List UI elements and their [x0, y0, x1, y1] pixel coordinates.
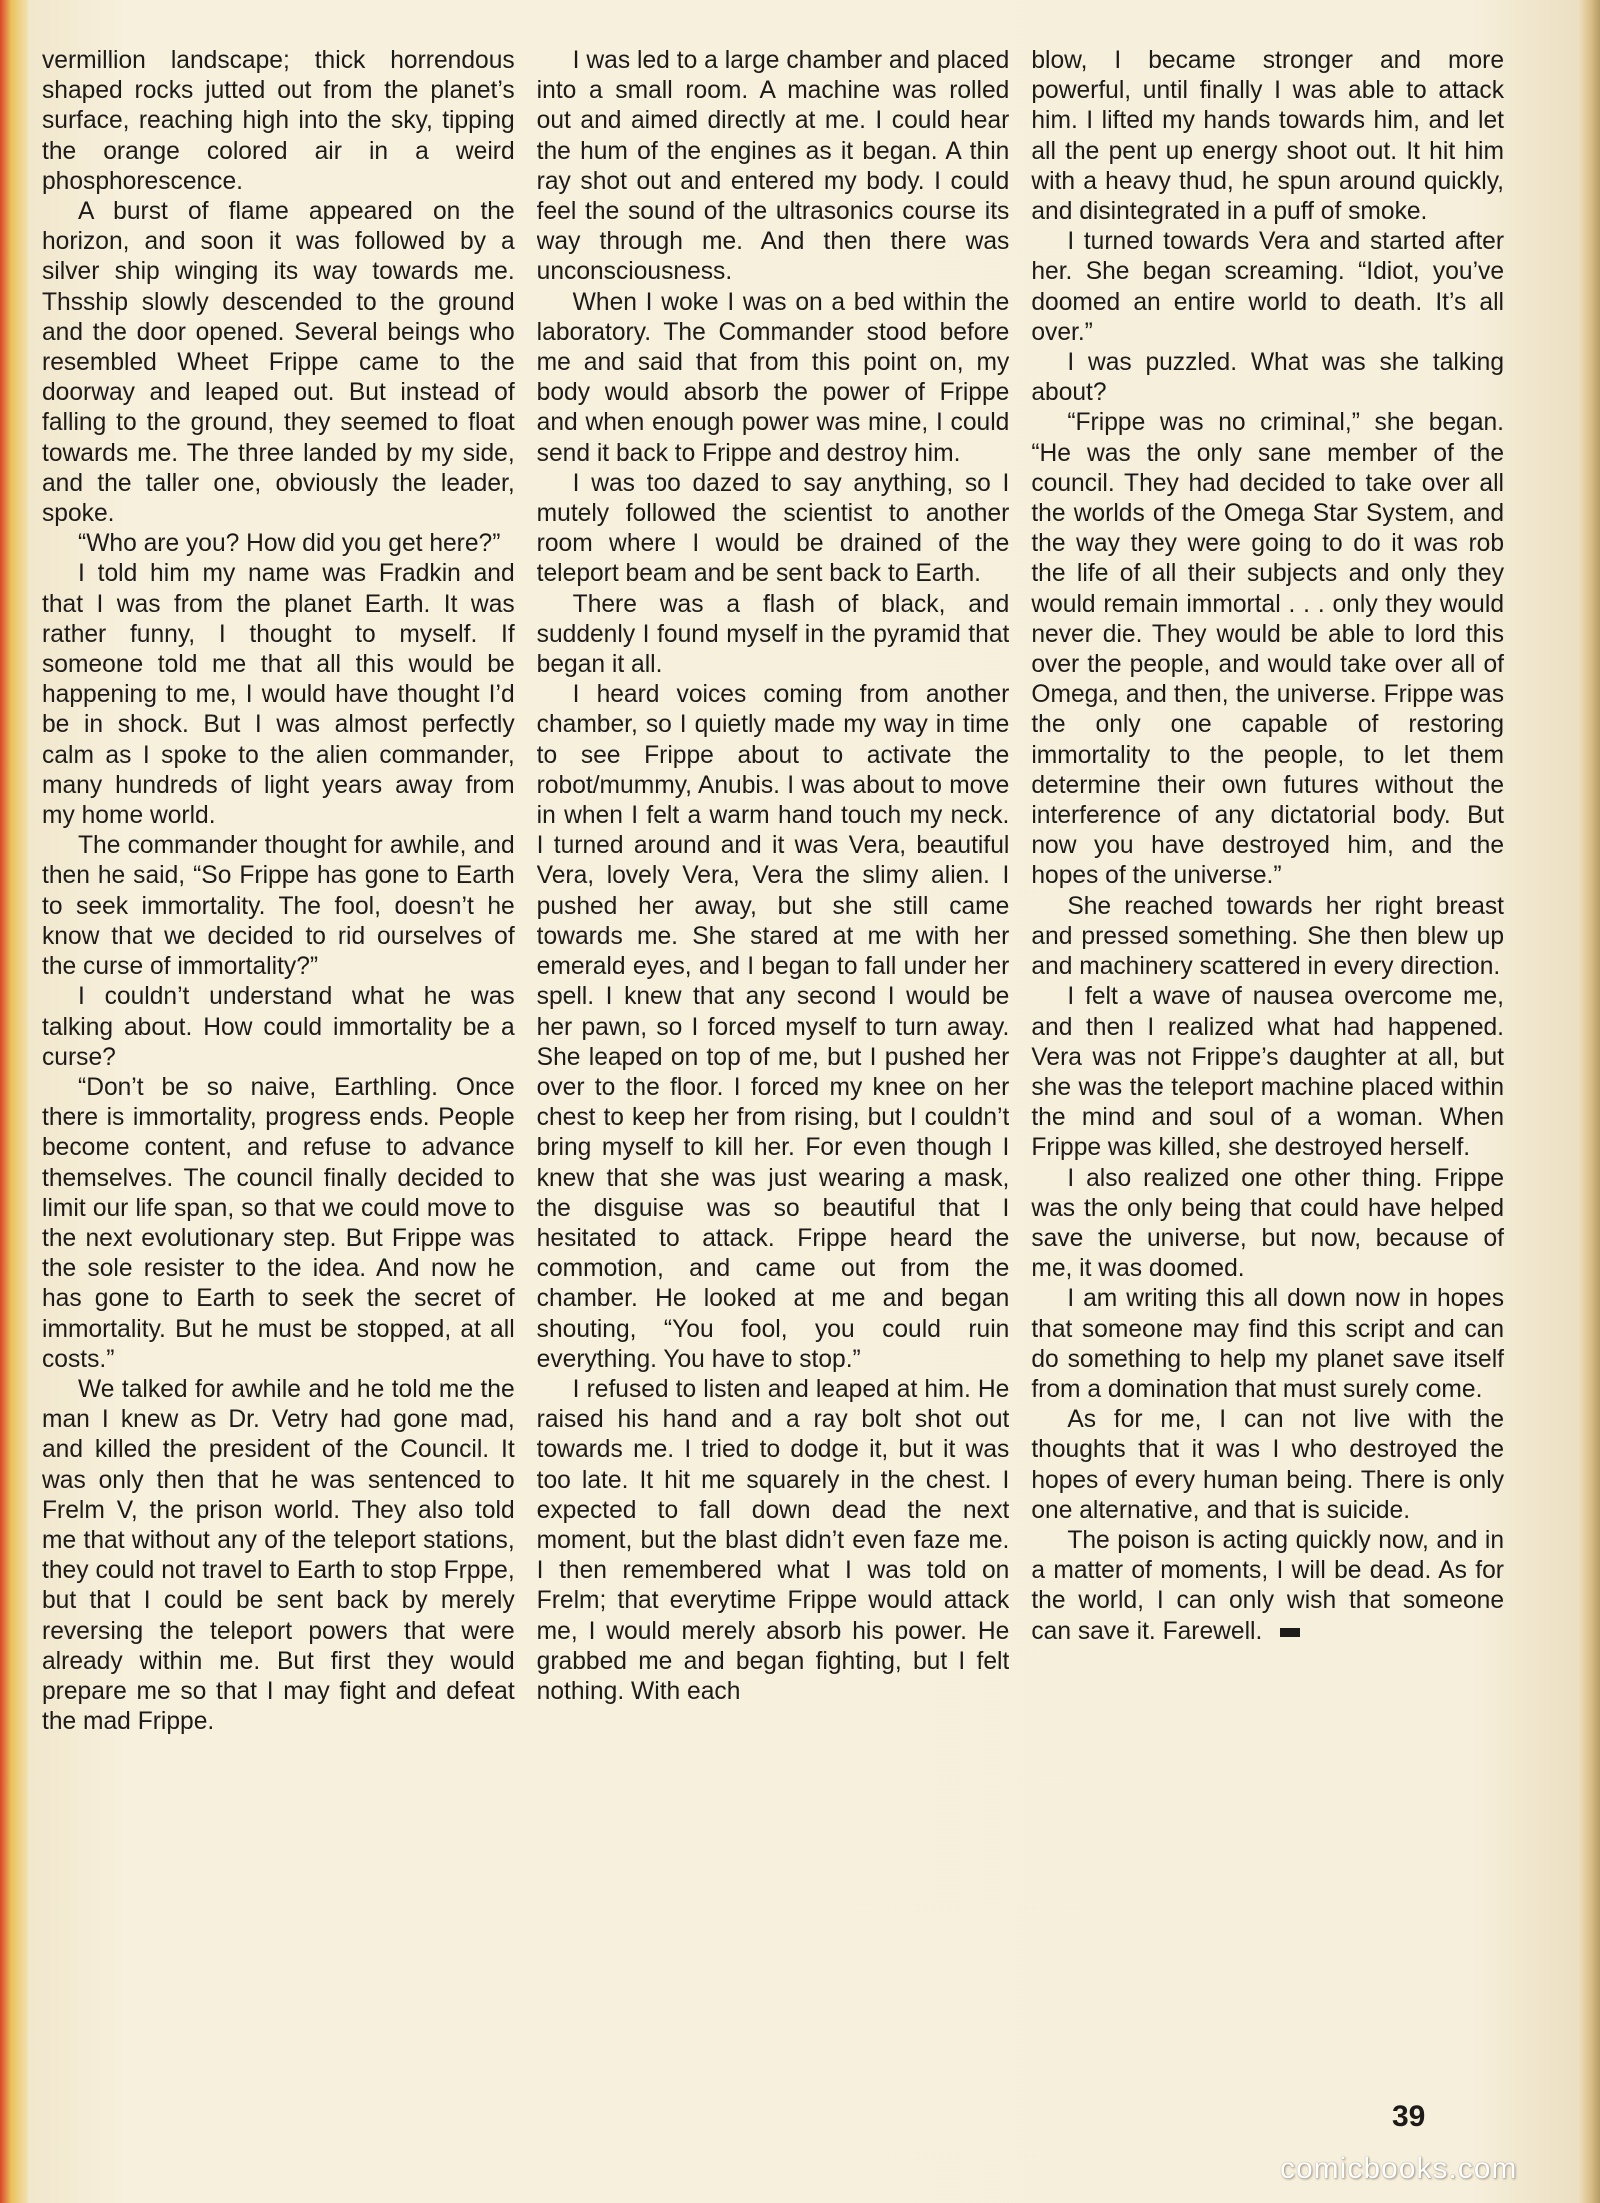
- column-1: [42, 46, 515, 2086]
- paragraph: I was too dazed to say anything, so I mutely followed the scientist to another room where I would be drained of the teleport beam and be sent back to Earth.: [536, 469, 1010, 588]
- paragraph: vermillion landscape; thick horrendous shaped rocks jutted out from the planet’s surface, reaching high into the sky, tipping the orange colored air in a weird phosphorescence.: [42, 47, 515, 195]
- paragraph: I couldn’t understand what he was talking about. How could immortality be a curse?: [42, 983, 515, 1071]
- page-left-edge: [0, 0, 28, 2203]
- paragraph: “Don’t be so naive, Earthling. Once there is immortality, progress ends. People become content, and refuse to advance themselves. The council finally decided to limit our life span, so that we could move to the next evolutionary step. But Frippe was the sole resister to the idea. And now he has gone to Earth to seek the secret of immortality. But he must be stopped, at all costs.”: [42, 1073, 515, 1373]
- paragraph: I refused to listen and leaped at him. He raised his hand and a ray bolt shot out towards me. I tried to dodge it, but it was too late. It hit me squarely in the chest. I expected to fall down dead the next moment, but the blast didn’t even faze me. I then remembered what I was told on Frelm; that everytime Frippe would attack me, I would merely absorb his power. He grabbed me and began fighting, but I felt nothing. With each: [536, 1375, 1010, 1705]
- end-mark: [1280, 1628, 1300, 1637]
- watermark: comicbooks.com: [1280, 2152, 1518, 2185]
- closing-paragraph: [1031, 1526, 1504, 1647]
- column-2: [537, 46, 1010, 2086]
- paragraph: There was a flash of black, and suddenly I found myself in the pyramid that began it all.: [536, 590, 1010, 679]
- paragraph: I told him my name was Fradkin and that I was from the planet Earth. It was rather funny, I thought to myself. If someone told me that all this would be happening to me, I would have thought I’d be in shock. But I was almost perfectly calm as I spoke to the alien commander, many hundreds of light years away from my home world.: [42, 560, 515, 830]
- paragraph: “Frippe was no criminal,” she began. “He was the only sane member of the council. They had decided to take over all the worlds of the Omega Star System, and the way they were going to do it was rob the life of all their subjects and only they would remain immortal . . . only they would never die. They would be able to lord this over the people, and would take over all of Omega, and then, the universe. Frippe was the only one capable of restoring immortality to the people, to let them determine their own futures without the interference of any dictatorial body. But now you have destroyed him, and the hopes of the universe.”: [1031, 409, 1505, 890]
- paragraph: blow, I became stronger and more powerful, until finally I was able to attack him. I lifted my hands towards him, and let all the pent up energy shoot out. It hit him with a heavy thud, he spun around quickly, and disintegrated in a puff of smoke.: [1031, 47, 1505, 226]
- paragraph: She reached towards her right breast and pressed something. She then blew up and machinery scattered in every direction.: [1031, 892, 1505, 981]
- paragraph: I also realized one other thing. Frippe was the only being that could have helped save the universe, but now, because of me, it was doomed.: [1031, 1164, 1505, 1283]
- paragraph: I felt a wave of nausea overcome me, and then I realized what had happened. Vera was not Frippe’s daughter at all, but she was the teleport machine placed within the mind and soul of a woman. When Frippe was killed, she destroyed herself.: [1031, 983, 1505, 1162]
- page-right-edge: [1578, 0, 1600, 2203]
- paragraph: I heard voices coming from another chamber, so I quietly made my way in time to see Frippe about to activate the robot/mummy, Anubis. I was about to move in when I felt a warm hand touch my neck. I turned around and it was Vera, beautiful Vera, lovely Vera, Vera the slimy alien. I pushed her away, but she still came towards me. She stared at me with her emerald eyes, and I began to fall under her spell. I knew that any second I would be her pawn, so I forced myself to turn away. She leaped on top of me, but I pushed her over to the floor. I forced my knee on her chest to keep her from rising, but I couldn’t bring myself to kill her. For even though I knew that she was just wearing a mask, the disguise was so beautiful that I hesitated to attack. Frippe heard the commotion, and came out from the chamber. He looked at me and began shouting, “You fool, you could ruin everything. You have to stop.”: [536, 681, 1010, 1373]
- paragraph: The commander thought for awhile, and then he said, “So Frippe has gone to Earth to seek immortality. The fool, doesn’t he know that we decided to rid ourselves of the curse of immortality?”: [42, 832, 515, 981]
- closing-text: The poison is acting quickly now, and in a matter of moments, I will be dead. As for the world, I can only wish that someone can save it. Farewell.: [1031, 1526, 1505, 1645]
- paragraph: A burst of flame appeared on the horizon, and soon it was followed by a silver ship winging its way towards me. Thsship slowly descended to the ground and the door opened. Several beings who resembled Wheet Frippe came to the doorway and leaped out. But instead of falling to the ground, they seemed to float towards me. The three landed by my side, and the taller one, obviously the leader, spoke.: [42, 198, 515, 528]
- page-number: 39: [1392, 2100, 1426, 2133]
- paragraph: As for me, I can not live with the thoughts that it was I who destroyed the hopes of every human being. There is only one alternative, and that is suicide.: [1031, 1406, 1505, 1524]
- paragraph: I was puzzled. What was she talking about?: [1031, 349, 1505, 407]
- paragraph: I turned towards Vera and started after her. She began screaming. “Idiot, you’ve doomed an entire world to death. It’s all over.”: [1031, 228, 1505, 346]
- column-3: [1031, 46, 1504, 2086]
- paragraph: I was led to a large chamber and placed into a small room. A machine was rolled out and aimed directly at me. I could hear the hum of the engines as it began. A thin ray shot out and entered my body. I could feel the sound of the ultrasonics course its way through me. And then there was unconsciousness.: [536, 47, 1010, 286]
- paragraph: “Who are you? How did you get here?”: [78, 530, 501, 558]
- paragraph: We talked for awhile and he told me the man I knew as Dr. Vetry had gone mad, and killed the president of the Council. It was only then that he was sentenced to Frelm V, the prison world. They also told me that without any of the teleport stations, they could not travel to Earth to stop Frppe, but that I could be sent back by merely reversing the teleport powers that were already within me. But first they would prepare me so that I may fight and defeat the mad Frippe.: [42, 1375, 515, 1736]
- text-columns: [42, 46, 1504, 2086]
- paragraph: When I woke I was on a bed within the laboratory. The Commander stood before me and said that from this point on, my body would absorb the power of Frippe and when enough power was mine, I could send it back to Frippe and destroy him.: [536, 288, 1010, 467]
- paragraph: I am writing this all down now in hopes that someone may find this script and can do something to help my planet save itself from a domination that must surely come.: [1031, 1285, 1505, 1403]
